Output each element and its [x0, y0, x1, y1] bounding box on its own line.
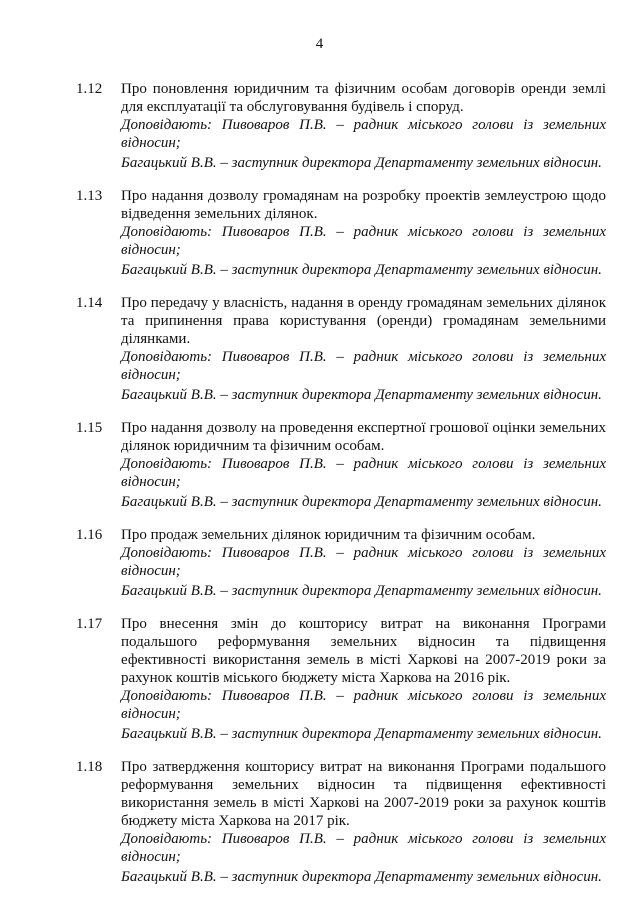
item-body [121, 80, 606, 172]
item-title: Про продаж земельних ділянок юридичним та фізичним особам. [121, 527, 536, 543]
agenda-list [0, 80, 639, 901]
agenda-item [0, 758, 639, 886]
item-number: 1.14 [76, 295, 103, 311]
agenda-item [0, 80, 639, 172]
item-number: 1.13 [76, 188, 103, 204]
item-number: 1.15 [76, 420, 103, 436]
item-title: Про надання дозволу на проведення експертної грошової оцінки земельних ділянок юридичним та фізичним особам. [121, 420, 606, 454]
item-speaker-primary: Доповідають: Пивоваров П.В. – радник міського голови із земельних відносин; [121, 456, 606, 490]
item-title: Про надання дозволу громадянам на розробку проектів землеустрою щодо відведення земельних ділянок. [121, 188, 606, 222]
agenda-item [0, 526, 639, 600]
item-number: 1.12 [76, 81, 103, 97]
item-speaker-primary: Доповідають: Пивоваров П.В. – радник міського голови із земельних відносин; [121, 831, 606, 865]
item-speaker-primary: Доповідають: Пивоваров П.В. – радник міського голови із земельних відносин; [121, 545, 606, 579]
item-number: 1.16 [76, 527, 103, 543]
item-speaker-primary: Доповідають: Пивоваров П.В. – радник міського голови із земельних відносин; [121, 117, 606, 151]
item-body [121, 526, 606, 600]
item-speaker-secondary: Багацький В.В. – заступник директора Департаменту земельних відносин. [121, 869, 602, 885]
agenda-item [0, 187, 639, 279]
page-number: 4 [315, 36, 324, 52]
item-speaker-secondary: Багацький В.В. – заступник директора Департаменту земельних відносин. [121, 262, 602, 278]
item-body [121, 187, 606, 279]
item-body [121, 615, 606, 743]
item-speaker-secondary: Багацький В.В. – заступник директора Департаменту земельних відносин. [121, 583, 602, 599]
item-title: Про внесення змін до кошторису витрат на виконання Програми подальшого реформування земельних відносин та підвищення ефективності використання земель в місті Харкові на 2007-2019 роки за рахунок коштів міського бюджету міста Харкова на 2016 рік. [121, 616, 606, 686]
item-title: Про поновлення юридичним та фізичним особам договорів оренди землі для експлуатації та обслуговування будівель і споруд. [121, 81, 606, 115]
item-number: 1.18 [76, 759, 103, 775]
item-title: Про затвердження кошторису витрат на виконання Програми подальшого реформування земельних відносин та підвищення ефективності використання земель в місті Харкові на 2007-2019 роки за рахунок коштів бюджету міста Харкова на 2017 рік. [121, 759, 606, 829]
item-body [121, 758, 606, 886]
agenda-item [0, 615, 639, 743]
agenda-item [0, 294, 639, 404]
agenda-item [0, 419, 639, 511]
item-speaker-secondary: Багацький В.В. – заступник директора Департаменту земельних відносин. [121, 387, 602, 403]
item-speaker-secondary: Багацький В.В. – заступник директора Департаменту земельних відносин. [121, 155, 602, 171]
item-title: Про передачу у власність, надання в оренду громадянам земельних ділянок та припинення права користування (оренди) громадянам земельними ділянками. [121, 295, 606, 347]
item-speaker-primary: Доповідають: Пивоваров П.В. – радник міського голови із земельних відносин; [121, 688, 606, 722]
item-speaker-primary: Доповідають: Пивоваров П.В. – радник міського голови із земельних відносин; [121, 349, 606, 383]
item-body [121, 419, 606, 511]
item-speaker-secondary: Багацький В.В. – заступник директора Департаменту земельних відносин. [121, 494, 602, 510]
item-number: 1.17 [76, 616, 103, 632]
item-speaker-secondary: Багацький В.В. – заступник директора Департаменту земельних відносин. [121, 726, 602, 742]
item-speaker-primary: Доповідають: Пивоваров П.В. – радник міського голови із земельних відносин; [121, 224, 606, 258]
item-body [121, 294, 606, 404]
